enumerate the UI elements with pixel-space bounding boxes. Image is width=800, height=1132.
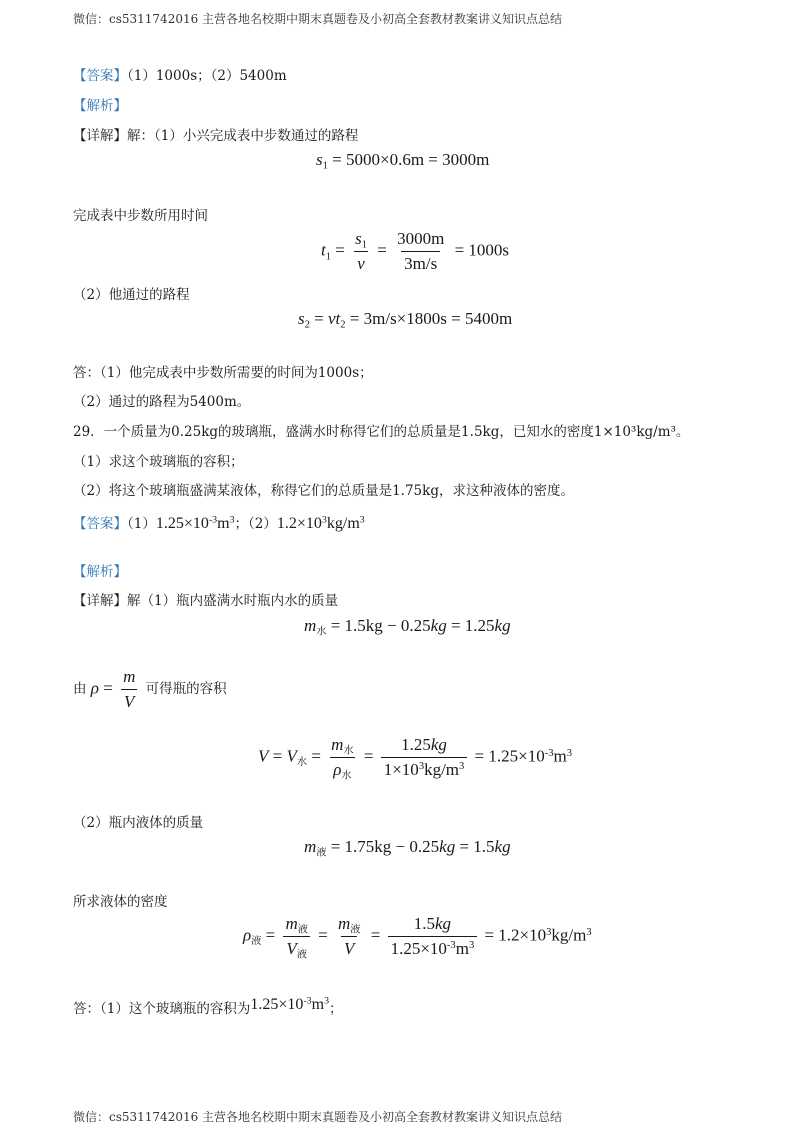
equation-distance-2: $s_2 = vt_2 = 3m/s\times 1800s = 5400m$ <box>298 309 513 331</box>
text-line: 由 ρ = $\frac{m}{V}$ 可得瓶的容积 <box>73 667 227 711</box>
analysis-tag: 【解析】 <box>73 98 127 114</box>
text-line: （2）他通过的路程 <box>73 287 190 303</box>
text-line: （2）瓶内液体的质量 <box>73 815 204 831</box>
detail-line: 【详解】解（1）瓶内盛满水时瓶内水的质量 <box>73 593 339 609</box>
answer-text: （1）1000s；（2）5400m <box>127 68 287 84</box>
answer-tag: 【答案】 <box>73 68 127 84</box>
answer-line: 【答案】$(1)1.25\times 10^{-3}m^3$；$(2)1.2\times 10^3kg/m^3$ <box>73 514 365 532</box>
equation-liquid-density: $\rho_液$ = $\frac{m_液}{V_液}$ = $\frac{m_液}{V}$ = $\frac{1.5kg}{1.25\times 10^{-3}m^3}$ = $1.2\times 10^3kg/m^3$ <box>243 914 592 961</box>
sub-question: （1）求这个玻璃瓶的容积； <box>73 454 244 470</box>
equation-volume: $V = V_水$ = $\frac{m_水}{\rho_水}$ = $\frac{1.25kg}{1\times 10^3kg/m^3}$ = $1.25\times 10^{-3}m^3$ <box>258 735 573 782</box>
answer-sentence: 答：（1）这个玻璃瓶的容积为$1.25\times 10^{-3}m^3$； <box>73 995 343 1017</box>
equation-time: $t_1$ = $\frac{s_1}{v}$ = $\frac{3000m}{3m/s}$ = 1000s <box>321 229 510 273</box>
answer-line <box>73 64 287 84</box>
answer-sentence: （2）通过的路程为5400m。 <box>73 394 251 410</box>
text-line: 完成表中步数所用时间 <box>73 208 208 224</box>
page-footer: 微信：cs5311742016 主营各地名校期中期末真题卷及小初高全套教材教案讲义知识点总结 <box>73 1110 563 1124</box>
page-header: 微信：cs5311742016 主营各地名校期中期末真题卷及小初高全套教材教案讲义知识点总结 <box>73 12 563 26</box>
answer-tag: 【答案】 <box>73 516 127 532</box>
text-line: 所求液体的密度 <box>73 894 168 910</box>
detail-line: 【详解】解：（1）小兴完成表中步数通过的路程 <box>73 128 359 144</box>
equation-distance-1: $s_1 = 5000\times 0.6m = 3000m$ <box>316 150 490 172</box>
analysis-tag: 【解析】 <box>73 564 127 580</box>
equation-water-mass: $m_水 = 1.5kg - 0.25kg = 1.25kg$ <box>304 616 511 638</box>
equation-liquid-mass: $m_液 = 1.75kg - 0.25kg = 1.5kg$ <box>304 837 511 859</box>
question-stem: 29．一个质量为0.25kg的玻璃瓶，盛满水时称得它们的总质量是1.5kg，已知水的密度1×10³kg/m³。 <box>73 424 690 440</box>
sub-question: （2）将这个玻璃瓶盛满某液体，称得它们的总质量是1.75kg，求这种液体的密度。 <box>73 483 574 499</box>
answer-sentence: 答：（1）他完成表中步数所需要的时间为1000s； <box>73 365 373 381</box>
